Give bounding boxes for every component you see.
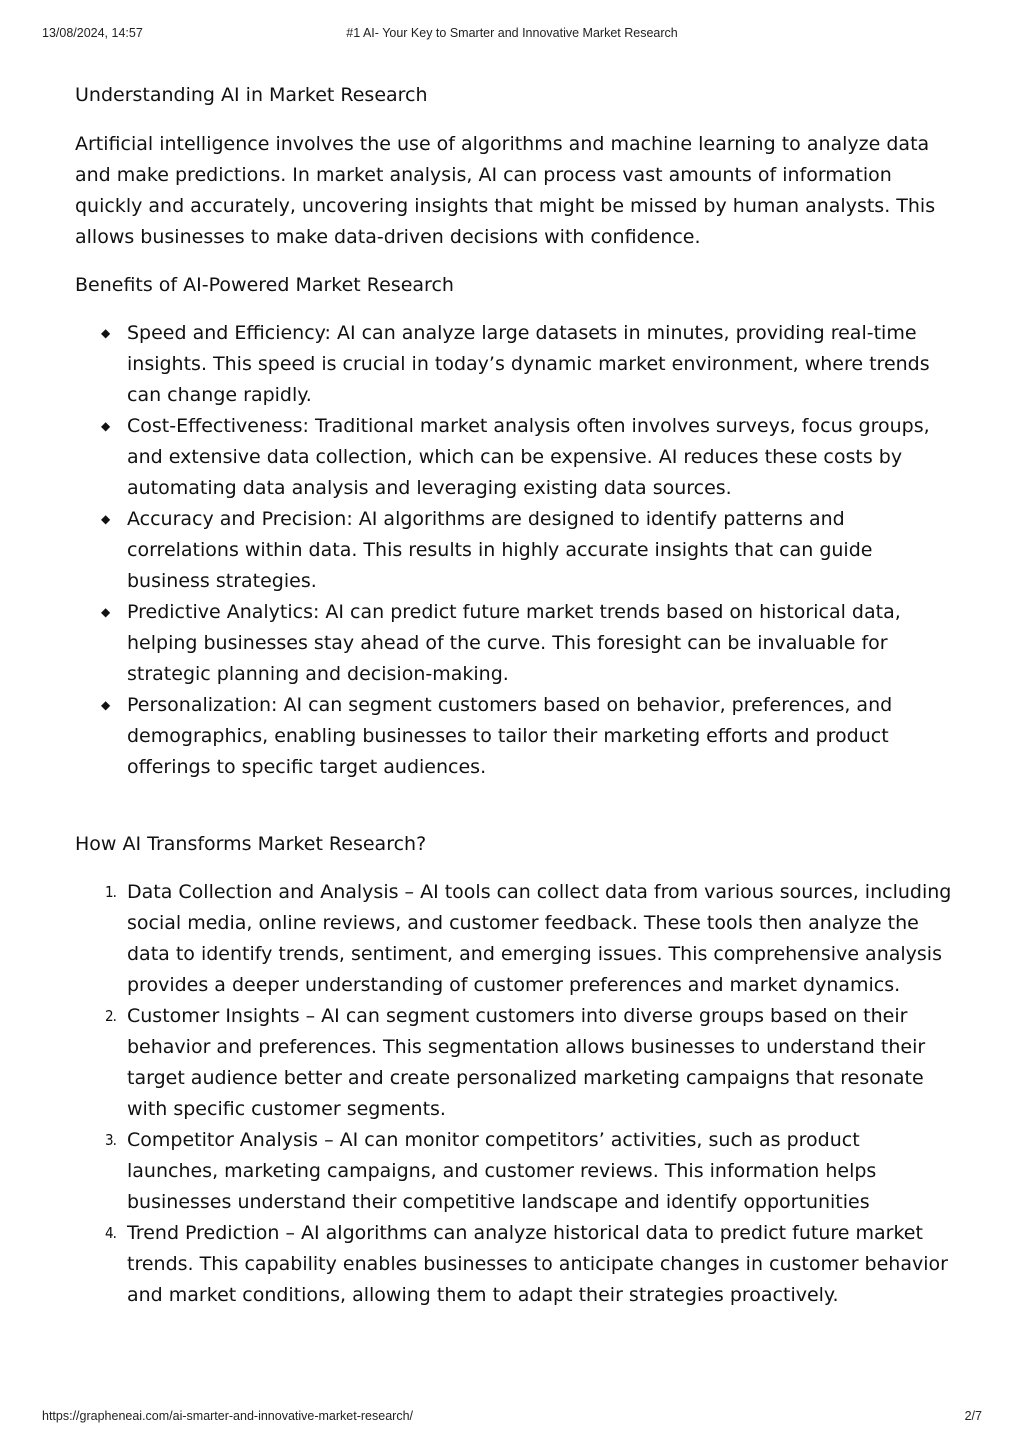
print-page-title: #1 AI- Your Key to Smarter and Innovative Market Research [346,26,678,40]
list-item [101,411,955,504]
list-item-text: Accuracy and Precision: AI algorithms are designed to identify patterns and correlations within data. This results in highly accurate insights that can guide business strategies. [127,508,873,592]
list-item-text: Data Collection and Analysis – AI tools can collect data from various sources, including social media, online reviews, and customer feedback. These tools then analyze the data to identify trends, sentiment, and emerging issues. This comprehensive analysis provides a deeper understanding of customer preferences and market dynamics. [127,881,952,996]
bullet-diamond-icon: ◆ [101,419,111,433]
page-number: 2/7 [964,1409,982,1423]
section-paragraph-understanding: Artificial intelligence involves the use of algorithms and machine learning to analyze data and make predictions. In market analysis, AI can process vast amounts of information quickly and accurately, uncovering insights that might be missed by human analysts. This allows businesses to make data-driven decisions with confidence. [75,133,936,248]
list-item-text: Competitor Analysis – AI can monitor competitors’ activities, such as product launches, marketing campaigns, and customer reviews. This information helps businesses understand their competitive landscape and identify opportunities [127,1129,877,1213]
list-item [105,877,955,1001]
bullet-diamond-icon: ◆ [101,326,111,340]
list-item-number: 4. [105,1224,116,1242]
list-item-number: 3. [105,1131,116,1149]
list-item [105,1001,955,1125]
section-heading-how-ai-transforms: How AI Transforms Market Research? [75,833,427,855]
list-item-text: Speed and Efficiency: AI can analyze large datasets in minutes, providing real-time insights. This speed is crucial in today’s dynamic market environment, where trends can change rapidly. [127,322,930,406]
print-footer [0,1409,1024,1427]
list-item-number: 1. [105,883,116,901]
section-heading-benefits: Benefits of AI-Powered Market Research [75,274,454,296]
list-item-number: 2. [105,1007,116,1025]
list-item-text: Predictive Analytics: AI can predict future market trends based on historical data, helping businesses stay ahead of the curve. This foresight can be invaluable for strategic planning and decision-making. [127,601,901,685]
article-body [75,80,955,1311]
print-url: https://grapheneai.com/ai-smarter-and-innovative-market-research/ [42,1409,413,1423]
list-item [101,597,955,690]
section-heading-understanding: Understanding AI in Market Research [75,84,428,106]
benefits-list [75,318,955,783]
list-item [105,1218,955,1311]
transform-steps-list [75,877,955,1311]
list-item [101,318,955,411]
list-item [101,504,955,597]
bullet-diamond-icon: ◆ [101,605,111,619]
list-item [105,1125,955,1218]
bullet-diamond-icon: ◆ [101,512,111,526]
list-item-text: Cost-Effectiveness: Traditional market analysis often involves surveys, focus groups, and extensive data collection, which can be expensive. AI reduces these costs by automating data analysis and leveraging existing data sources. [127,415,930,499]
bullet-diamond-icon: ◆ [101,698,111,712]
list-item [101,690,955,783]
list-item-text: Personalization: AI can segment customers based on behavior, preferences, and demographics, enabling businesses to tailor their marketing efforts and product offerings to specific target audiences. [127,694,893,778]
print-datetime: 13/08/2024, 14:57 [42,26,143,40]
list-item-text: Trend Prediction – AI algorithms can analyze historical data to predict future market trends. This capability enables businesses to anticipate changes in customer behavior and market conditions, allowing them to adapt their strategies proactively. [127,1222,948,1306]
list-item-text: Customer Insights – AI can segment customers into diverse groups based on their behavior and preferences. This segmentation allows businesses to understand their target audience better and create personalized marketing campaigns that resonate with specific customer segments. [127,1005,926,1120]
print-header [0,26,1024,44]
